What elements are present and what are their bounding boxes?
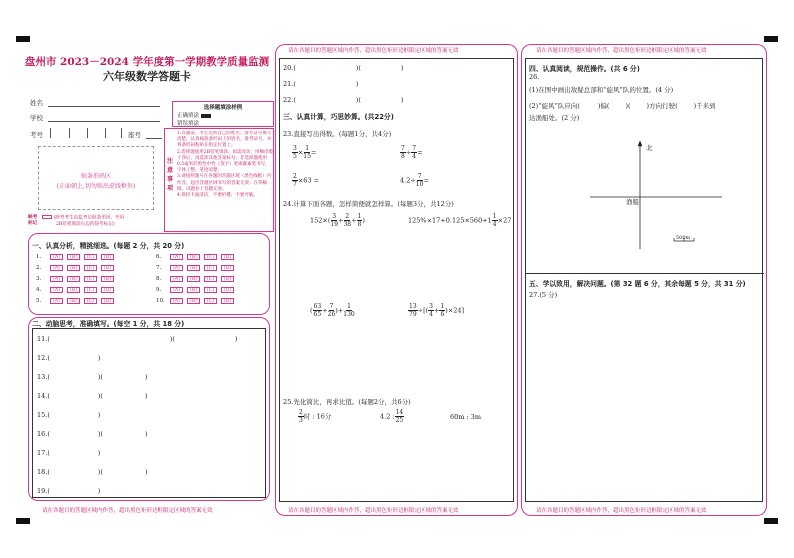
corner-mark [764,36,778,42]
choice-bubble-b[interactable]: [B] [187,298,200,304]
boat-label: 渔船 [626,198,639,206]
north-label: 北 [646,144,653,152]
correct-fill-label: 正确填涂 [177,111,211,119]
q17: 17.( ) [37,449,101,457]
choice-row [156,276,238,282]
choice-row [36,265,118,271]
choice-bubble-b[interactable]: [B] [67,276,80,282]
choice-bubble-c[interactable]: [C] [204,265,217,271]
q19: 19.( ) [37,487,101,495]
expr-25-3: 60m : 3m [450,413,482,421]
choice-bubble-d[interactable]: [D] [221,276,234,282]
q21: 21.( ) [283,80,359,88]
choice-row [36,287,118,293]
choice-row [156,254,238,260]
answer-sheet-title: 六年级数学答题卡 [103,70,191,83]
expr-23-1: $\frac{3}{5}$ × $\frac{1}{15}$ = [293,145,317,160]
warning-left-bottom: 请在各题目的答题区域内作答，超出黑色矩形边框限定区域的答案无效 [42,508,213,514]
choice-row [156,265,238,271]
exam-title: 盘州市 2023－2024 学年度第一学期教学质量监测 [24,56,270,68]
barcode-area [38,146,154,210]
choice-bubble-b[interactable]: [B] [187,287,200,293]
choice-row [156,287,238,293]
note-item: 1.答题前，考生先将自己的姓名、准考证号填写清楚，认真核准条形码上的姓名、准考证号，并将条形码粘贴在指定位置上。 [177,131,272,149]
q18: 18.( )( ) [37,468,148,476]
expr-24-3: ( $\frac{63}{65}$ + $\frac{7}{26}$ )+ $\frac{1}{130}$ [310,303,355,318]
choice-row [156,298,238,304]
notes-list [177,131,273,231]
expr-23-4: 4.2÷ $\frac{7}{10}$ = [400,173,429,188]
scale-label: 500m [676,235,691,241]
section3-title: 三、认真计算，巧思妙算。(共22分) [283,113,394,121]
middle-answer-area[interactable] [279,58,514,502]
warning-mid-top: 请在各题目的答题区域内作答，超出黑色矩形边框限定区域的答案无效 [288,48,459,54]
expr-23-2: $\frac{7}{8}$ ÷ $\frac{7}{4}$ = [401,145,423,160]
choice-bubble-d[interactable]: [D] [101,287,114,293]
choice-bubble-d[interactable]: [D] [101,265,114,271]
q25-title: 25.先化简比，再求比值。(每题2分，共6分) [283,398,411,406]
choice-bubble-a[interactable]: [A] [50,287,63,293]
missing-mark-label: 缺考标记 [28,215,38,226]
choice-bubble-d[interactable]: [D] [101,254,114,260]
name-label: 姓名 [30,99,43,107]
choice-grid [36,254,262,310]
divider [526,273,764,274]
q26: 26. [529,73,540,81]
choice-bubble-d[interactable]: [D] [221,287,234,293]
section4-title: 四、认真阅读，规范操作。(共 6 分) [529,65,640,73]
q14: 14.( )( ) [37,392,148,400]
fill-example-box [172,101,274,127]
q23-title: 23.直接写出得数。(每题1分，共4分) [283,130,392,138]
choice-bubble-a[interactable]: [A] [50,298,63,304]
exam-no-boxes[interactable] [50,128,122,138]
note-item: 2.选择题使用2B铅笔填涂，如需改动，用橡皮擦干净后，再选涂其他答案标号；非选择题使用0.5毫米的黑色中性（签字）笔或碳素笔书写，字体工整、笔迹清楚。 [177,149,273,174]
section5-title: 五、学以致用，解决问题。(第 32 题 6 分，其余每题 5 分，共 31 分) [529,280,746,288]
q26-part2: (2)“旋风”队应向( )偏( )( )方向行驶( )千米到 [529,102,716,110]
choice-bubble-a[interactable]: [A] [170,276,183,282]
question-number: 9. [156,287,162,293]
exam-no-label: 考号 [30,131,43,139]
q15: 15.( ) [37,411,101,419]
expr-24-1: 152×( $\frac{3}{19}$ + $\frac{2}{38}$ + $\frac{1}{8}$ ) [310,213,365,228]
choice-bubble-c[interactable]: [C] [204,287,217,293]
q26-part2-cont: 达渔船处。(2 分) [529,114,580,122]
right-answer-area[interactable] [525,58,763,502]
note-item: 3.请按照题号在各题的答题区域（黑色线框）内作答，超出答题区域书写的答案无效；在草稿纸、试题卷上答题无效。 [177,174,272,192]
compass-diagram [586,137,726,255]
choice-bubble-c[interactable]: [C] [84,265,97,271]
name-field[interactable] [48,106,160,107]
question-number: 4. [36,287,42,293]
question-number: 8. [156,276,162,282]
choice-bubble-d[interactable]: [D] [101,298,114,304]
seat-field[interactable] [146,138,162,139]
north-arrow-icon [638,141,642,146]
choice-row [36,254,118,260]
choice-bubble-a[interactable]: [A] [170,265,183,271]
choice-bubble-a[interactable]: [A] [170,254,183,260]
choice-row [36,276,118,282]
warning-right-top: 请在各题目的答题区域内作答，超出黑色矩形边框限定区域的答案无效 [536,48,707,54]
q13: 13.( )( ) [37,373,148,381]
choice-bubble-b[interactable]: [B] [67,265,80,271]
choice-bubble-c[interactable]: [C] [84,298,97,304]
choice-bubble-d[interactable]: [D] [221,254,234,260]
q16: 16.( )( ) [37,430,148,438]
missing-mark-text: 2B铅笔填涂右边的缺考标记) [56,222,115,227]
question-number: 5. [36,298,42,304]
choice-bubble-c[interactable]: [C] [204,254,217,260]
choice-bubble-a[interactable]: [A] [50,276,63,282]
expr-25-2: 4.2 : $\frac{14}{25}$ [380,409,404,424]
choice-bubble-d[interactable]: [D] [101,276,114,282]
choice-bubble-b[interactable]: [B] [187,265,200,271]
fill-example-title: 选择题填涂样例 [203,105,243,111]
choice-bubble-b[interactable]: [B] [67,298,80,304]
q26-part1: (1)在图中画出敌疑总部和“旋风”队的位置。(4 分) [529,86,674,94]
choice-bubble-b[interactable]: [B] [187,254,200,260]
corner-mark [16,36,30,42]
corner-mark [16,518,30,524]
seat-label: 座号 [128,131,141,139]
choice-bubble-a[interactable]: [A] [170,287,183,293]
choice-bubble-c[interactable]: [C] [204,276,217,282]
expr-23-3: $\frac{2}{7}$ ×63 = [293,173,320,188]
choice-bubble-c[interactable]: [C] [84,254,97,260]
note-item: 4.保持卡面清洁，不要折叠、不要弄破。 [177,193,258,199]
question-number: 3. [36,276,42,282]
choice-bubble-a[interactable]: [A] [170,298,183,304]
choice-bubble-b[interactable]: [B] [67,254,80,260]
choice-bubble-d[interactable]: [D] [221,265,234,271]
corner-mark [764,518,778,524]
q22: 22.( )( ) [283,96,404,104]
school-field[interactable] [48,121,160,122]
warning-mid-bottom: 请在各题目的答题区域内作答，超出黑色矩形边框限定区域的答案无效 [288,508,459,514]
missing-mark-text: (缺考考生由监考员贴条形码，并用 [42,215,124,222]
q12: 12.( ) [37,354,101,362]
expr-25-1: $\frac{2}{3}$ 时 : 16分 [299,409,332,424]
choice-bubble-a[interactable]: [A] [50,265,63,271]
expr-24-2: 125%×17+0.125×560+1 $\frac{1}{4}$ ×27 [408,213,512,228]
choice-bubble-d[interactable]: [D] [221,298,234,304]
question-number: 10. [156,298,165,304]
choice-bubble-b[interactable]: [B] [67,287,80,293]
question-number: 7. [156,265,162,271]
warning-right-bottom: 请在各题目的答题区域内作答，超出黑色矩形边框限定区域的答案无效 [536,508,707,514]
q11: 11.( )( ) [37,335,238,343]
section2-answer-area[interactable] [32,328,266,498]
q20: 20.( )( ) [283,64,404,72]
choice-row [36,298,118,304]
choice-bubble-c[interactable]: [C] [84,276,97,282]
choice-bubble-c[interactable]: [C] [204,298,217,304]
notes-box [164,128,274,232]
expr-24-4: $\frac{13}{79}$ ÷[( $\frac{3}{4}$ + $\frac{1}{6}$ )×24] [409,303,465,318]
wrong-fill-label: 错误填涂 [177,121,200,127]
section2-title: 二、动脑思考，准确填写。(每空 1 分，共 18 分) [32,320,185,328]
question-number: 6. [156,254,162,260]
q24-title: 24.计算下面各题，怎样简便就怎样算。(每题3分，共12分) [283,200,454,208]
q27: 27.(5 分) [529,291,558,299]
question-number: 2. [36,265,42,271]
school-label: 学校 [30,114,43,122]
section1-title: 一、认真分析，精挑细选。(每题 2 分，共 20 分) [32,242,185,250]
choice-bubble-c[interactable]: [C] [84,287,97,293]
barcode-text: 贴条形码区 [80,173,111,180]
notes-heading: 注意事项 [167,158,174,192]
choice-bubble-b[interactable]: [B] [187,276,200,282]
choice-bubble-a[interactable]: [A] [50,254,63,260]
barcode-subtext: (正面朝上,切勿贴出虚线框外) [56,183,136,190]
question-number: 1. [36,254,42,260]
